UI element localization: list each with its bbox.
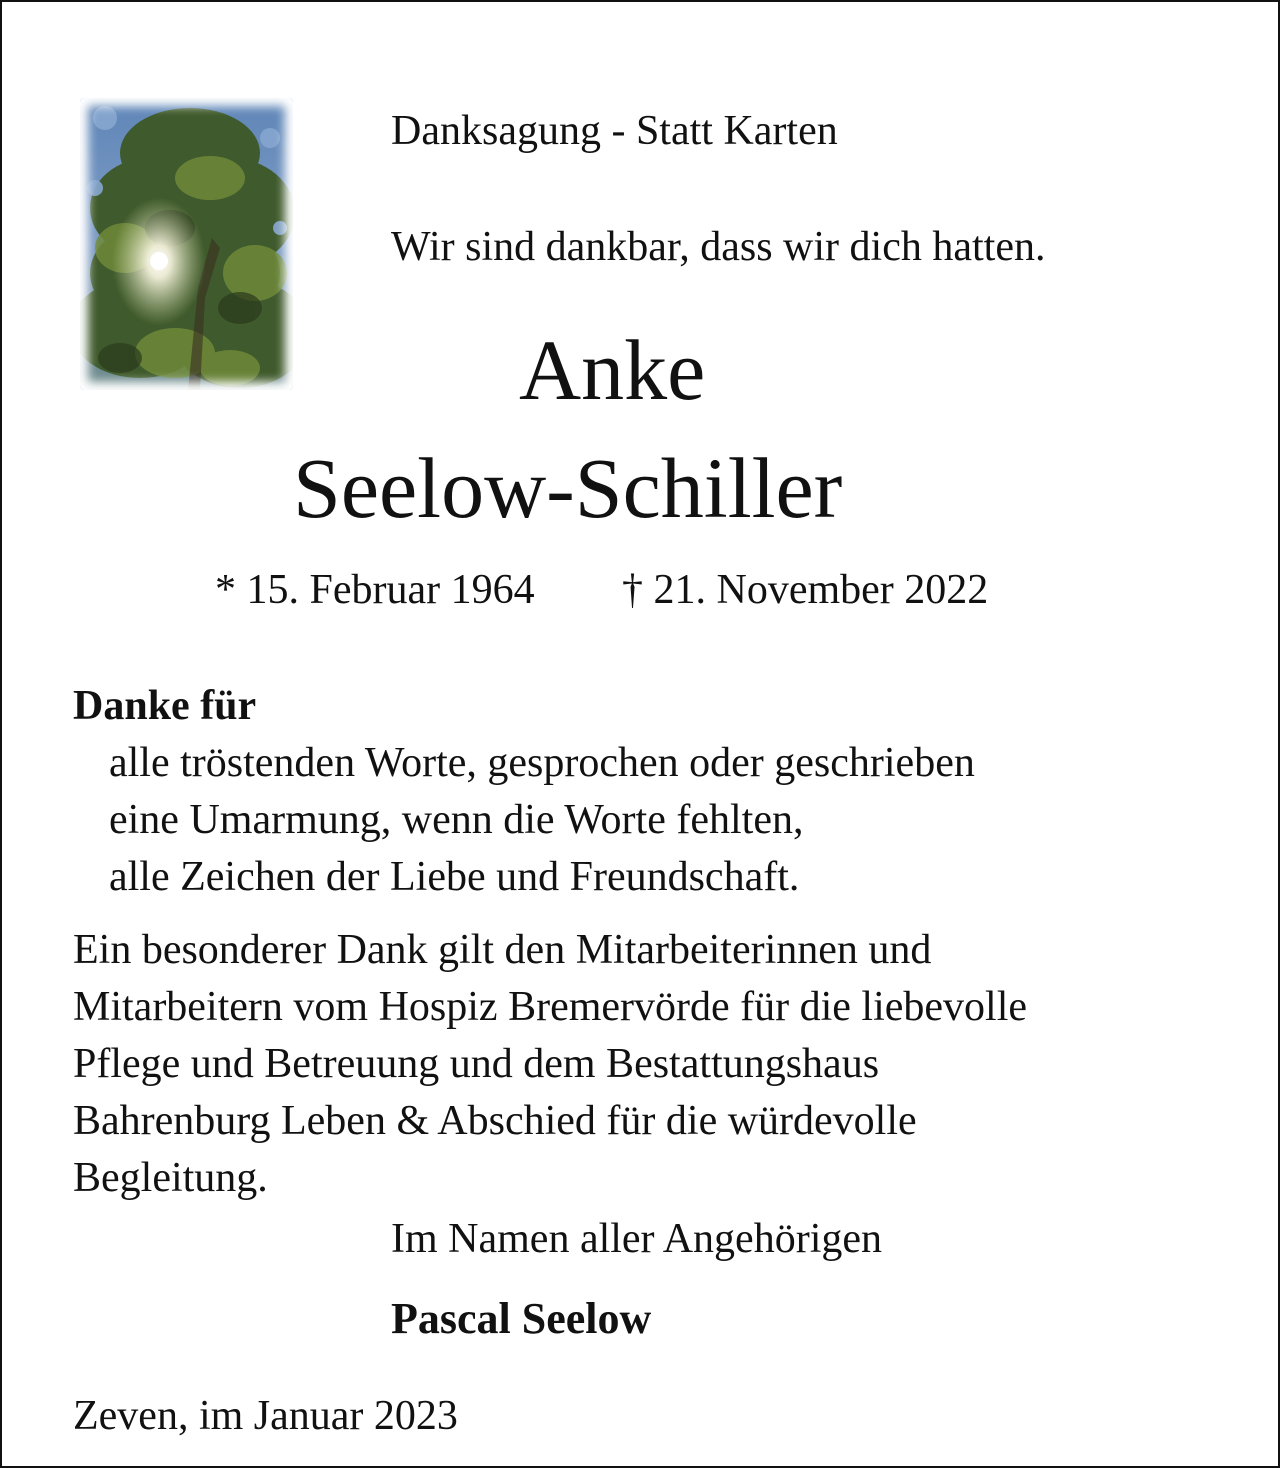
thanks-heading: Danke für [73,683,257,729]
special-thanks-line: Pflege und Betreuung und dem Bestattungshaus [73,1041,880,1087]
deceased-last-name: Seelow-Schiller [293,440,843,536]
death-date: † 21. November 2022 [622,567,989,613]
motto-line: Wir sind dankbar, dass wir dich hatten. [391,224,1046,270]
tree-with-sunlight-photo [80,98,293,390]
special-thanks-line: Mitarbeitern vom Hospiz Bremervörde für die liebevolle [73,984,1028,1030]
birth-date: * 15. Februar 1964 [215,567,535,613]
special-thanks-line: Bahrenburg Leben & Abschied für die würdevolle [73,1098,917,1144]
special-thanks-line: Ein besonderer Dank gilt den Mitarbeiterinnen und [73,927,932,973]
signer-name: Pascal Seelow [391,1294,652,1343]
notice-heading: Danksagung - Statt Karten [391,108,838,154]
thanks-line: eine Umarmung, wenn die Worte fehlten, [109,797,804,843]
place-and-date: Zeven, im Januar 2023 [73,1393,458,1439]
special-thanks-line: Begleitung. [73,1155,268,1201]
thanks-line: alle Zeichen der Liebe und Freundschaft. [109,854,800,900]
deceased-first-name: Anke [519,322,706,418]
thanks-line: alle tröstenden Worte, gesprochen oder geschrieben [109,740,975,786]
on-behalf-line: Im Namen aller Angehörigen [391,1216,882,1262]
